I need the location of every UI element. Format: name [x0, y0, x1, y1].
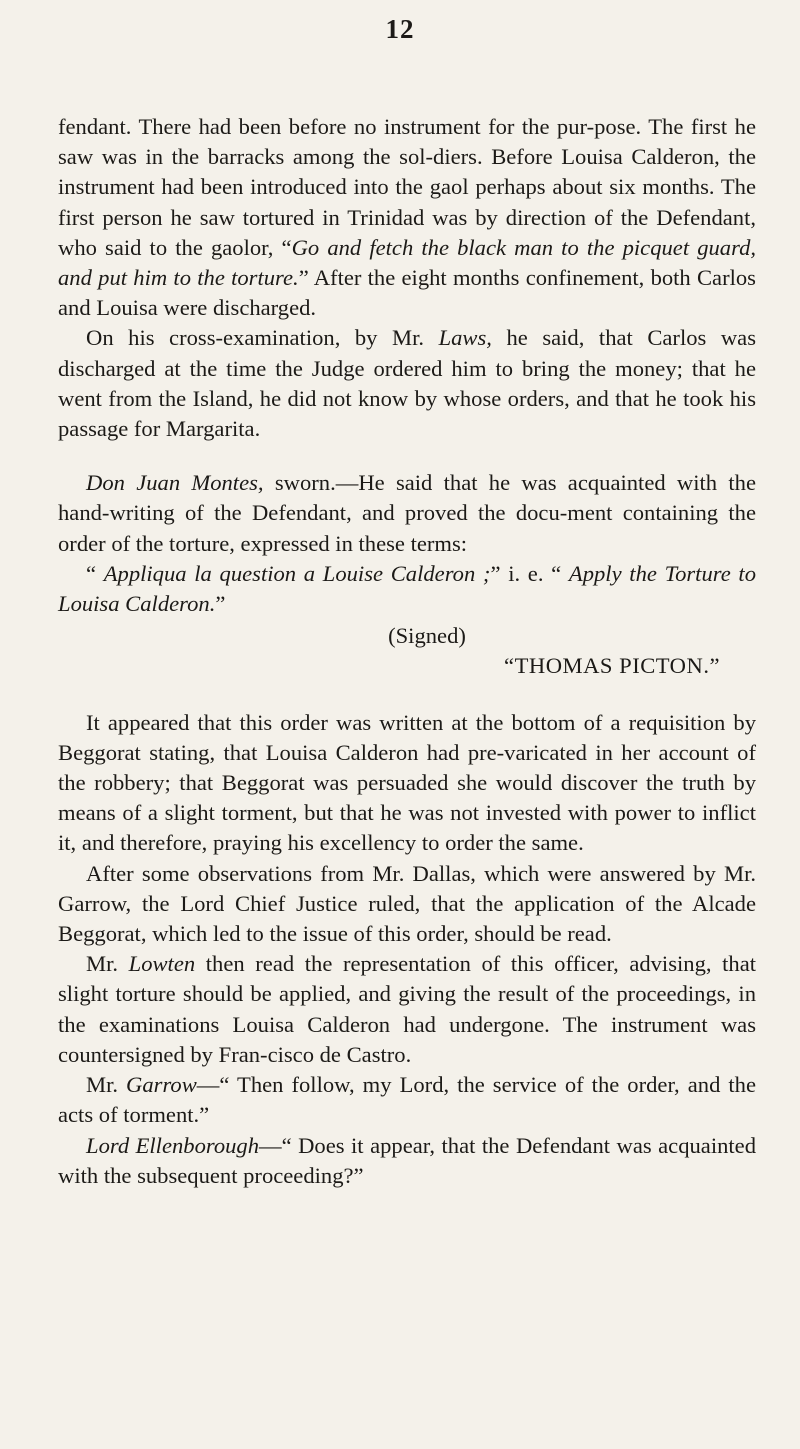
paragraph-1: fendant. There had been before no instrument for the pur-pose. The first he saw was in the barracks among the sol-diers. Before Louisa Calderon, the instrument had been introduced into the gaol perhaps about six months. The first person he saw tortured in Trinidad was by direction of the Defendant, who said to the gaolor, “Go and fetch the black man to the picquet guard, and put him to the torture.” After the eight months confinement, both Carlos and Louisa were discharged.: [58, 114, 757, 321]
paragraph-2: On his cross-examination, by Mr. Laws, he said, that Carlos was discharged at the time the Judge ordered him to bring the money; that he went from the Island, he did not know by whose orders, and that he took his passage for Margarita.: [58, 325, 756, 442]
paragraph-8: Mr. Garrow—“ Then follow, my Lord, the service of the order, and the acts of torment.”: [58, 1072, 756, 1128]
signed-label: (Signed): [388, 623, 466, 649]
paragraph-6: After some observations from Mr. Dallas, which were answered by Mr. Garrow, the Lord Chief Justice ruled, that the application of the Alcade Beggorat, which led to the issue of this order, should be read.: [58, 860, 756, 947]
signature: “THOMAS PICTON.”: [504, 653, 720, 679]
torture-quote: Go and fetch the black man to the picquet guard, and put him to the torture.: [58, 234, 757, 291]
name-montes: Don Juan Montes,: [86, 470, 264, 496]
name-laws: Laws,: [438, 325, 492, 351]
name-ellenborough: Lord Ellenborough: [86, 1132, 260, 1158]
spanish-order: Appliqua la question a Louise Calderon ;: [103, 560, 491, 586]
paragraph-9: Lord Ellenborough—“ Does it appear, that the Defendant was acquainted with the subsequent proceeding?”: [58, 1132, 756, 1188]
paragraph-5: It appeared that this order was written at the bottom of a requisition by Beggorat stating, that Louisa Calderon had pre-varicated in her account of the robbery; that Beggorat was persuaded she would discover the truth by means of a slight torment, but that he was not invested with power to inflict it, and therefore, praying his excellency to order the same.: [58, 709, 756, 856]
page-number: 12: [385, 14, 415, 44]
paragraph-7: Mr. Lowten then read the representation of this officer, advising, that slight torture should be applied, and giving the result of the proceedings, in the examinations Louisa Calderon had undergone. The instrument was countersigned by Fran-cisco de Castro.: [58, 951, 757, 1067]
english-order: Apply the Torture to Louisa Calderon.: [58, 560, 756, 617]
name-garrow: Garrow: [126, 1072, 197, 1098]
page-body: [58, 112, 756, 1191]
paragraph-4-order: “ Appliqua la question a Louise Calderon ;” i. e. “ Apply the Torture to Louisa Calderon.”: [58, 560, 756, 617]
paragraph-3: Don Juan Montes, sworn.—He said that he was acquainted with the hand-writing of the Defendant, and proved the docu-ment containing the order of the torture, expressed in these terms:: [58, 470, 756, 556]
name-lowten: Lowten: [128, 951, 196, 977]
